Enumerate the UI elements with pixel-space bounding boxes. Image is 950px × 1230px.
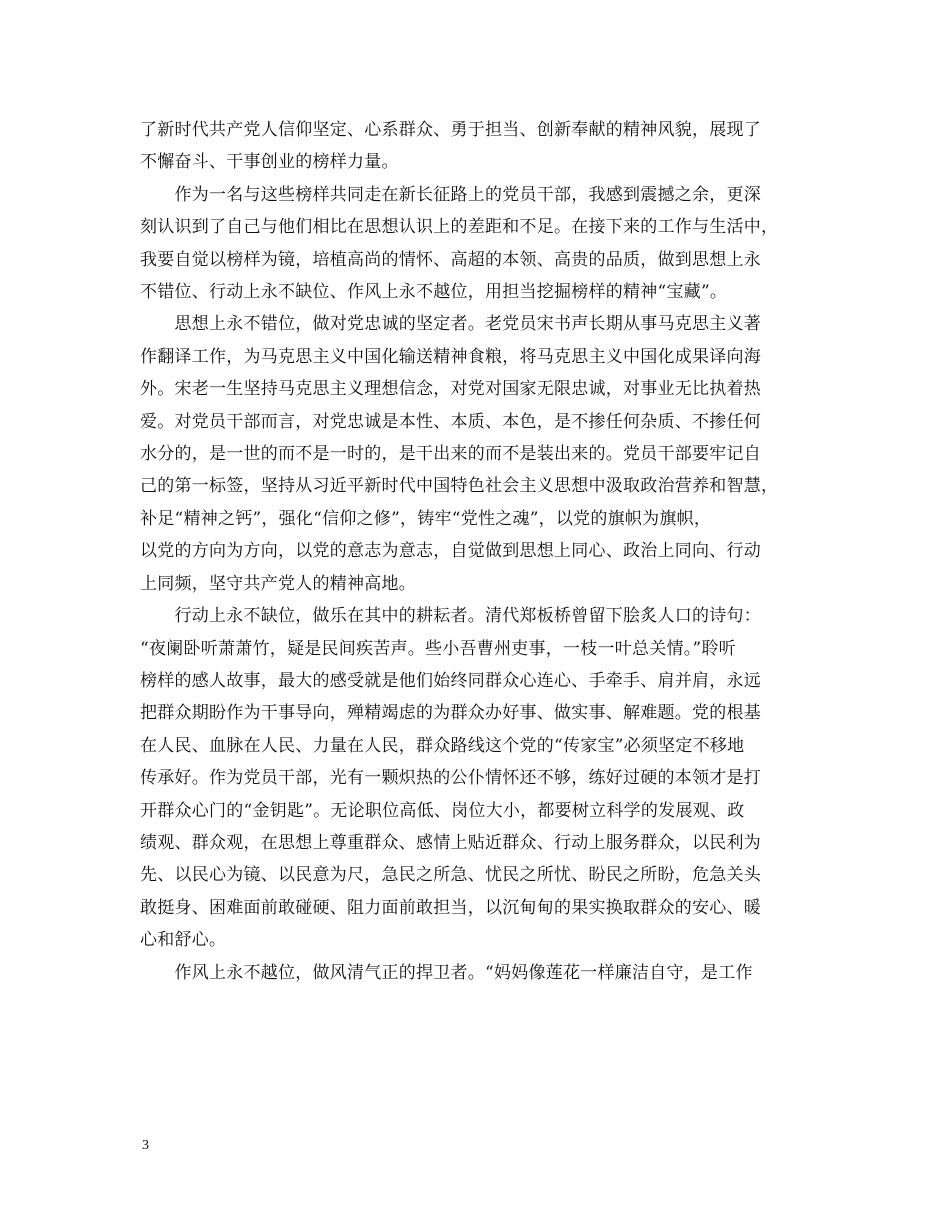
paragraph-2 (140, 179, 820, 309)
text-line: 己的第一标签，坚持从习近平新时代中国特色社会主义思想中汲取政治营养和智慧， (140, 476, 779, 497)
paragraph-4 (140, 600, 820, 956)
text-line: “夜阑卧听萧萧竹，疑是民间疾苦声。些小吾曹州吏事，一枝一叶总关情。”聆听 (140, 638, 736, 659)
text-line: 思想上永不错位，做对党忠诚的坚定者。老党员宋书声长期从事马克思主义著 (140, 314, 761, 335)
document-body (140, 114, 820, 989)
text-line: 把群众期盼作为干事导向，殚精竭虑的为群众办好事、做实事、解难题。党的根基 (140, 703, 761, 724)
text-line: 作为一名与这些榜样共同走在新长征路上的党员干部，我感到震撼之余，更深 (140, 184, 761, 205)
text-line: 不懈奋斗、干事创业的榜样力量。 (140, 152, 399, 173)
text-line: 水分的，是一世的而不是一时的，是干出来的而不是装出来的。党员干部要牢记自 (140, 444, 761, 465)
text-line: 不错位、行动上永不缺位、作风上永不越位，用担当挖掘榜样的精神“宝藏”。 (140, 282, 728, 303)
text-line: 补足“精神之钙”，强化“信仰之修”，铸牢“党性之魂”，以党的旗帜为旗帜， (140, 508, 712, 529)
paragraph-3 (140, 308, 820, 600)
text-line: 先、以民心为镜、以民意为尺，急民之所急、忧民之所忧、盼民之所盼，危急关头 (140, 865, 761, 886)
text-line: 以党的方向为方向，以党的意志为意志，自觉做到思想上同心、政治上同向、行动 (140, 541, 761, 562)
paragraph-1 (140, 114, 820, 179)
text-line: 我要自觉以榜样为镜，培植高尚的情怀、高超的本领、高贵的品质，做到思想上永 (140, 249, 761, 270)
text-line: 刻认识到了自己与他们相比在思想认识上的差距和不足。在接下来的工作与生活中， (140, 217, 779, 238)
text-line: 绩观、群众观，在思想上尊重群众、感情上贴近群众、行动上服务群众，以民利为 (140, 832, 761, 853)
text-line: 外。宋老一生坚持马克思主义理想信念，对党对国家无限忠诚，对事业无比执着热 (140, 379, 761, 400)
text-line: 了新时代共产党人信仰坚定、心系群众、勇于担当、创新奉献的精神风貌，展现了 (140, 120, 761, 140)
text-line: 爱。对党员干部而言，对党忠诚是本性、本质、本色，是不掺任何杂质、不掺任何 (140, 411, 761, 432)
page-number: 3 (142, 1138, 149, 1153)
text-line: 开群众心门的“金钥匙”。无论职位高低、岗位大小，都要树立科学的发展观、政 (140, 800, 745, 821)
text-line: 作风上永不越位，做风清气正的捍卫者。“妈妈像莲花一样廉洁自守，是工作 (140, 962, 753, 983)
text-line: 传承好。作为党员干部，光有一颗炽热的公仆情怀还不够，练好过硬的本领才是打 (140, 768, 761, 789)
text-line: 敢挺身、困难面前敢碰硬、阻力面前敢担当，以沉甸甸的果实换取群众的安心、暖 (140, 897, 761, 918)
text-line: 心和舒心。 (140, 930, 227, 951)
text-line: 行动上永不缺位，做乐在其中的耕耘者。清代郑板桥曾留下脍炙人口的诗句： (140, 606, 761, 627)
text-line: 上同频，坚守共产党人的精神高地。 (140, 573, 416, 594)
text-line: 榜样的感人故事，最大的感受就是他们始终同群众心连心、手牵手、肩并肩，永远 (140, 670, 761, 691)
paragraph-5 (140, 957, 820, 989)
text-line: 作翻译工作，为马克思主义中国化输送精神食粮，将马克思主义中国化成果译向海 (140, 346, 761, 367)
text-line: 在人民、血脉在人民、力量在人民，群众路线这个党的“传家宝”必须坚定不移地 (140, 735, 745, 756)
